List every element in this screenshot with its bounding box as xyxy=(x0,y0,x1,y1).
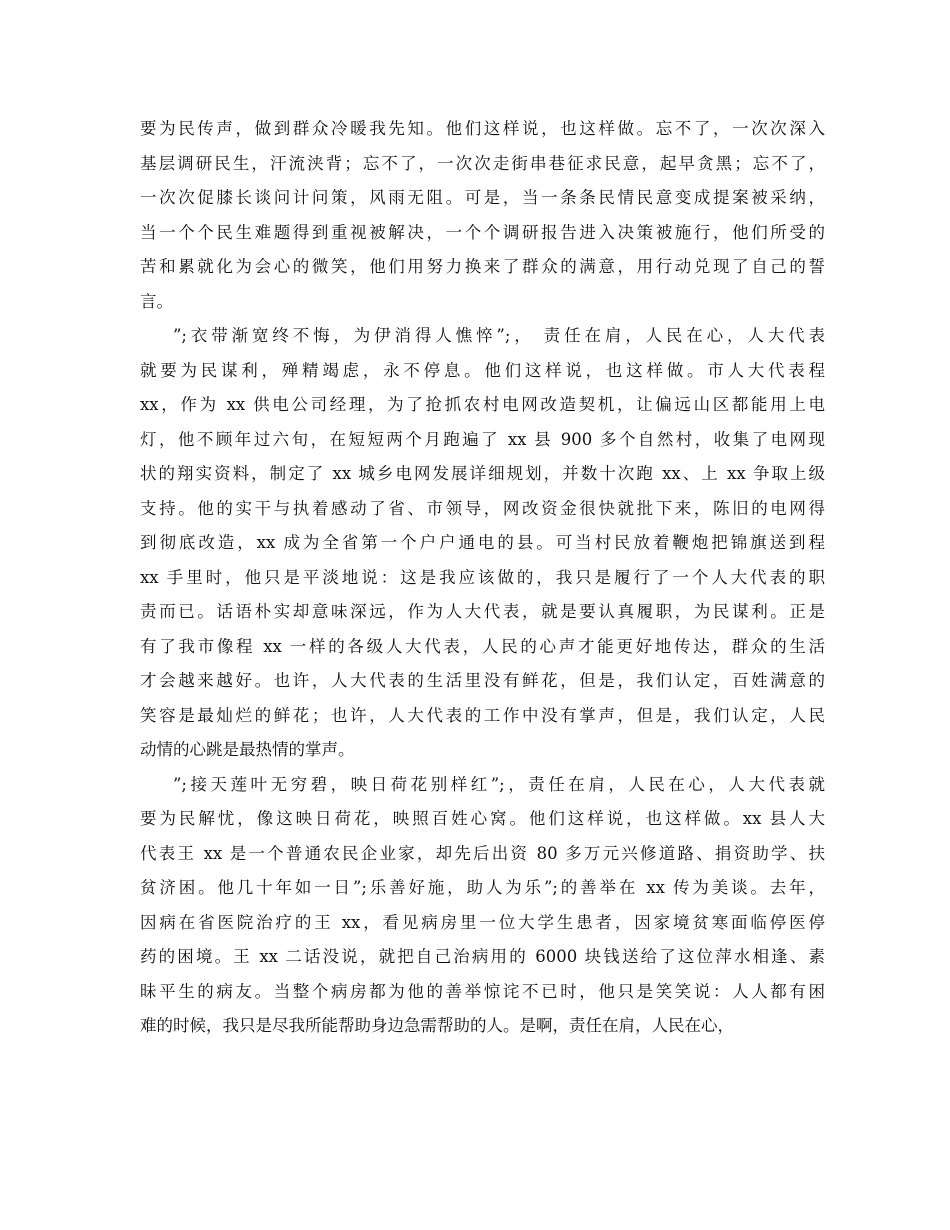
text-line: xx 手里时，他只是平淡地说：这是我应该做的，我只是履行了一个人大代表的职 xyxy=(140,567,825,587)
text-line: 代表王 xx 是一个普通农民企业家，却先后出资 80 多万元兴修道路、捐资助学、扶 xyxy=(140,843,825,863)
text-line: 药的困境。王 xx 二话没说，就把自己治病用的 6000 块钱送给了这位萍水相逢、素 xyxy=(140,947,825,966)
text-line: 言。 xyxy=(140,291,173,311)
text-line: xx，作为 xx 供电公司经理，为了抢抓农村电网改造契机，让偏远山区都能用上电 xyxy=(140,395,825,414)
text-line: 难的时候，我只是尽我所能帮助身边急需帮助的人。是啊，责任在肩，人民在心， xyxy=(140,1016,734,1035)
text-line: 笑容是最灿烂的鲜花；也许，人大代表的工作中没有掌声，但是，我们认定，人民 xyxy=(140,705,825,725)
paragraph xyxy=(140,768,825,1044)
text-line: 动情的心跳是最热情的掌声。 xyxy=(140,740,355,759)
text-line: 支持。他的实干与执着感动了省、市领导，网改资金很快就批下来，陈旧的电网得 xyxy=(140,498,825,518)
text-line: 基层调研民生，汗流浃背；忘不了，一次次走街串巷征求民意，起早贪黑；忘不了， xyxy=(140,153,825,173)
text-line: 就要为民谋利，殚精竭虑，永不停息。他们这样说，也这样做。市人大代表程 xyxy=(140,360,825,380)
text-line: ”;衣带渐宽终不悔，为伊消得人憔悴”;， 责任在肩，人民在心，人大代表 xyxy=(173,326,825,345)
text-line: ”;接天莲叶无穷碧，映日荷花别样红”;，责任在肩，人民在心，人大代表就 xyxy=(173,774,825,794)
text-line: 到彻底改造，xx 成为全省第一个户户通电的县。可当村民放着鞭炮把锦旗送到程 xyxy=(140,533,825,552)
text-line: 贫济困。他几十年如一日”;乐善好施，助人为乐”;的善举在 xx 传为美谈。去年， xyxy=(140,878,825,897)
text-line: 一次次促膝长谈问计问策，风雨无阻。可是，当一条条民情民意变成提案被采纳， xyxy=(140,188,825,207)
text-line: 灯，他不顾年过六旬，在短短两个月跑遍了 xx 县 900 多个自然村，收集了电网现 xyxy=(140,429,825,449)
text-line: 有了我市像程 xx 一样的各级人大代表，人民的心声才能更好地传达，群众的生活 xyxy=(140,636,825,656)
document-page xyxy=(140,112,825,1044)
text-line: 要为民传声，做到群众冷暖我先知。他们这样说，也这样做。忘不了，一次次深入 xyxy=(140,119,825,138)
text-line: 昧平生的病友。当整个病房都为他的善举惊诧不已时，他只是笑笑说：人人都有困 xyxy=(140,981,825,1001)
text-line: 要为民解忧，像这映日荷花，映照百姓心窝。他们这样说，也这样做。xx 县人大 xyxy=(140,809,825,828)
paragraph xyxy=(140,112,825,319)
text-line: 责而已。话语朴实却意味深远，作为人大代表，就是要认真履职，为民谋利。正是 xyxy=(140,602,825,621)
paragraph xyxy=(140,319,825,768)
text-line: 当一个个民生难题得到重视被解决，一个个调研报告进入决策被施行，他们所受的 xyxy=(140,222,825,242)
text-line: 状的翔实资料，制定了 xx 城乡电网发展详细规划，并数十次跑 xx、上 xx 争取上级 xyxy=(140,464,825,483)
text-line: 苦和累就化为会心的微笑，他们用努力换来了群众的满意，用行动兑现了自己的誓 xyxy=(140,257,825,276)
text-line: 才会越来越好。也许，人大代表的生活里没有鲜花，但是，我们认定，百姓满意的 xyxy=(140,671,825,690)
text-line: 因病在省医院治疗的王 xx，看见病房里一位大学生患者，因家境贫寒面临停医停 xyxy=(140,912,825,932)
